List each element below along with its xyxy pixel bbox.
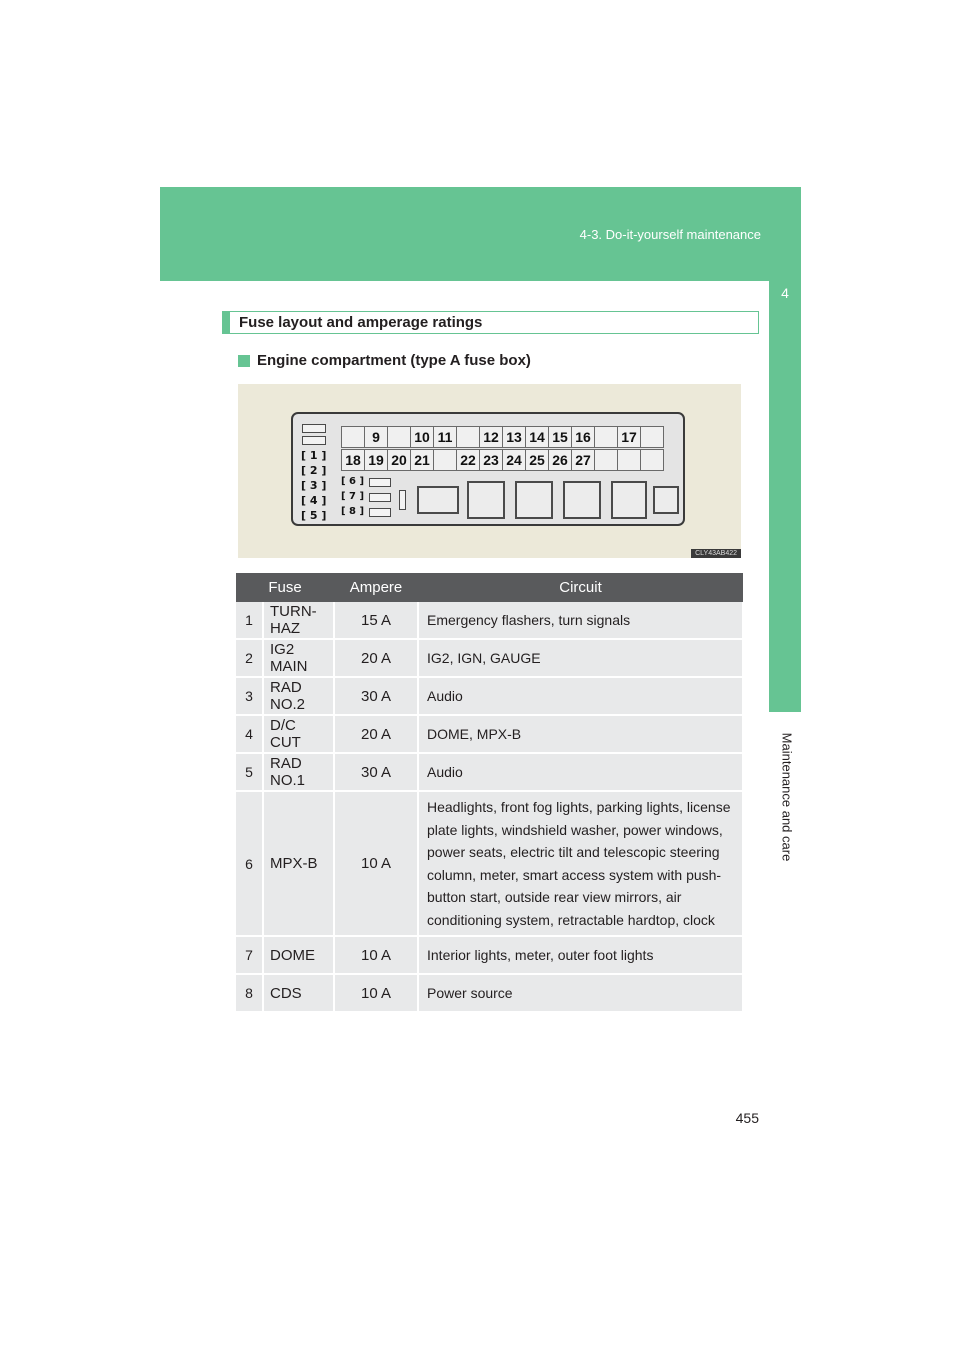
section-title: Fuse layout and amperage ratings bbox=[239, 314, 483, 331]
fuse-name: D/C CUT bbox=[263, 715, 334, 753]
chapter-tab bbox=[769, 281, 801, 712]
row-number: 5 bbox=[236, 753, 263, 791]
header-ampere: Ampere bbox=[334, 573, 418, 602]
fuse-circuit: Headlights, front fog lights, parking lights, license plate lights, windshield washer, power windows, power seats, electric tilt and telescopic steering column, meter, smart access system with push-button start, outside rear view mirrors, air conditioning system, retractable hardtop, clock bbox=[418, 791, 743, 936]
blank-slot bbox=[302, 424, 326, 433]
mini-fuse bbox=[369, 493, 391, 502]
fuse-bracket-1: [ 1 ] bbox=[301, 449, 327, 462]
fuse-box-outline bbox=[291, 412, 685, 526]
fuse-name: RAD NO.1 bbox=[263, 753, 334, 791]
mini-fuse bbox=[369, 478, 391, 487]
fuse-row-bottom bbox=[341, 449, 663, 471]
row-number: 7 bbox=[236, 936, 263, 974]
fuse-cell bbox=[594, 449, 618, 471]
table-row bbox=[236, 715, 743, 753]
relay-block bbox=[611, 481, 647, 519]
fuse-cell bbox=[433, 449, 457, 471]
fuse-circuit: Power source bbox=[418, 974, 743, 1012]
row-number: 2 bbox=[236, 639, 263, 677]
fuse-table bbox=[236, 573, 744, 1013]
fuse-cell: 13 bbox=[502, 426, 526, 448]
header-fuse: Fuse bbox=[236, 573, 334, 602]
table-row bbox=[236, 639, 743, 677]
fuse-cell: 27 bbox=[571, 449, 595, 471]
fuse-name: TURN-HAZ bbox=[263, 602, 334, 639]
fuse-ampere: 30 A bbox=[334, 753, 418, 791]
relay-block bbox=[563, 481, 601, 519]
chapter-label bbox=[772, 724, 802, 869]
row-number: 8 bbox=[236, 974, 263, 1012]
square-bullet-icon bbox=[238, 355, 250, 367]
fuse-bracket-2: [ 2 ] bbox=[301, 464, 327, 477]
fuse-cell: 9 bbox=[364, 426, 388, 448]
chapter-number: 4 bbox=[781, 285, 789, 301]
fuse-box-diagram bbox=[238, 384, 741, 558]
fuse-ampere: 30 A bbox=[334, 677, 418, 715]
fuse-row-top bbox=[341, 426, 663, 448]
fuse-bracket-8: [ 8 ] bbox=[341, 506, 365, 517]
fuse-cell bbox=[387, 426, 411, 448]
relay-block bbox=[515, 481, 553, 519]
fuse-cell: 11 bbox=[433, 426, 457, 448]
table-row bbox=[236, 602, 743, 639]
fuse-cell: 21 bbox=[410, 449, 434, 471]
chapter-label-text: Maintenance and care bbox=[779, 732, 795, 861]
fuse-bracket-4: [ 4 ] bbox=[301, 494, 327, 507]
row-number: 1 bbox=[236, 602, 263, 639]
image-code: CLY43AB422 bbox=[691, 549, 741, 558]
fuse-ampere: 20 A bbox=[334, 715, 418, 753]
mini-fuse bbox=[369, 508, 391, 517]
fuse-name: MPX-B bbox=[263, 791, 334, 936]
fuse-ampere: 20 A bbox=[334, 639, 418, 677]
fuse-circuit: IG2, IGN, GAUGE bbox=[418, 639, 743, 677]
table-row bbox=[236, 974, 743, 1012]
subheading-text: Engine compartment (type A fuse box) bbox=[257, 352, 531, 369]
blank-slot bbox=[302, 436, 326, 445]
table-row bbox=[236, 677, 743, 715]
fuse-cell: 23 bbox=[479, 449, 503, 471]
subheading bbox=[238, 352, 531, 369]
fuse-bracket-3: [ 3 ] bbox=[301, 479, 327, 492]
fuse-cell: 15 bbox=[548, 426, 572, 448]
fuse-ampere: 10 A bbox=[334, 936, 418, 974]
fuse-circuit: Audio bbox=[418, 677, 743, 715]
header-band bbox=[160, 187, 801, 281]
fuse-cell: 24 bbox=[502, 449, 526, 471]
table-row bbox=[236, 791, 743, 936]
fuse-bracket-5: [ 5 ] bbox=[301, 509, 327, 522]
row-number: 3 bbox=[236, 677, 263, 715]
fuse-bracket-6: [ 6 ] bbox=[341, 476, 365, 487]
fuse-circuit: DOME, MPX-B bbox=[418, 715, 743, 753]
fuse-cell: 26 bbox=[548, 449, 572, 471]
relay-block bbox=[467, 481, 505, 519]
row-number: 6 bbox=[236, 791, 263, 936]
fuse-circuit: Audio bbox=[418, 753, 743, 791]
fuse-cell bbox=[640, 426, 664, 448]
fuse-ampere: 10 A bbox=[334, 791, 418, 936]
fuse-circuit: Interior lights, meter, outer foot lights bbox=[418, 936, 743, 974]
header-circuit: Circuit bbox=[418, 573, 743, 602]
fuse-cell: 16 bbox=[571, 426, 595, 448]
mini-fuse bbox=[399, 490, 406, 510]
fuse-cell: 17 bbox=[617, 426, 641, 448]
fuse-cell: 14 bbox=[525, 426, 549, 448]
section-heading-bar bbox=[222, 311, 759, 334]
table-header-row bbox=[236, 573, 743, 602]
fuse-cell bbox=[456, 426, 480, 448]
fuse-cell: 22 bbox=[456, 449, 480, 471]
fuse-cell bbox=[617, 449, 641, 471]
fuse-cell bbox=[594, 426, 618, 448]
header-title: 4-3. Do-it-yourself maintenance bbox=[579, 227, 761, 242]
page-number: 455 bbox=[735, 1110, 759, 1126]
fuse-bracket-7: [ 7 ] bbox=[341, 491, 365, 502]
fuse-cell: 19 bbox=[364, 449, 388, 471]
fuse-name: DOME bbox=[263, 936, 334, 974]
relay-block bbox=[417, 486, 459, 514]
relay-block bbox=[653, 486, 679, 514]
fuse-name: CDS bbox=[263, 974, 334, 1012]
fuse-cell bbox=[341, 426, 365, 448]
fuse-circuit: Emergency flashers, turn signals bbox=[418, 602, 743, 639]
row-number: 4 bbox=[236, 715, 263, 753]
fuse-name: IG2 MAIN bbox=[263, 639, 334, 677]
fuse-cell: 10 bbox=[410, 426, 434, 448]
fuse-name: RAD NO.2 bbox=[263, 677, 334, 715]
fuse-cell: 18 bbox=[341, 449, 365, 471]
fuse-ampere: 15 A bbox=[334, 602, 418, 639]
fuse-cell bbox=[640, 449, 664, 471]
table-row bbox=[236, 753, 743, 791]
fuse-cell: 20 bbox=[387, 449, 411, 471]
fuse-ampere: 10 A bbox=[334, 974, 418, 1012]
fuse-cell: 25 bbox=[525, 449, 549, 471]
table-row bbox=[236, 936, 743, 974]
fuse-cell: 12 bbox=[479, 426, 503, 448]
